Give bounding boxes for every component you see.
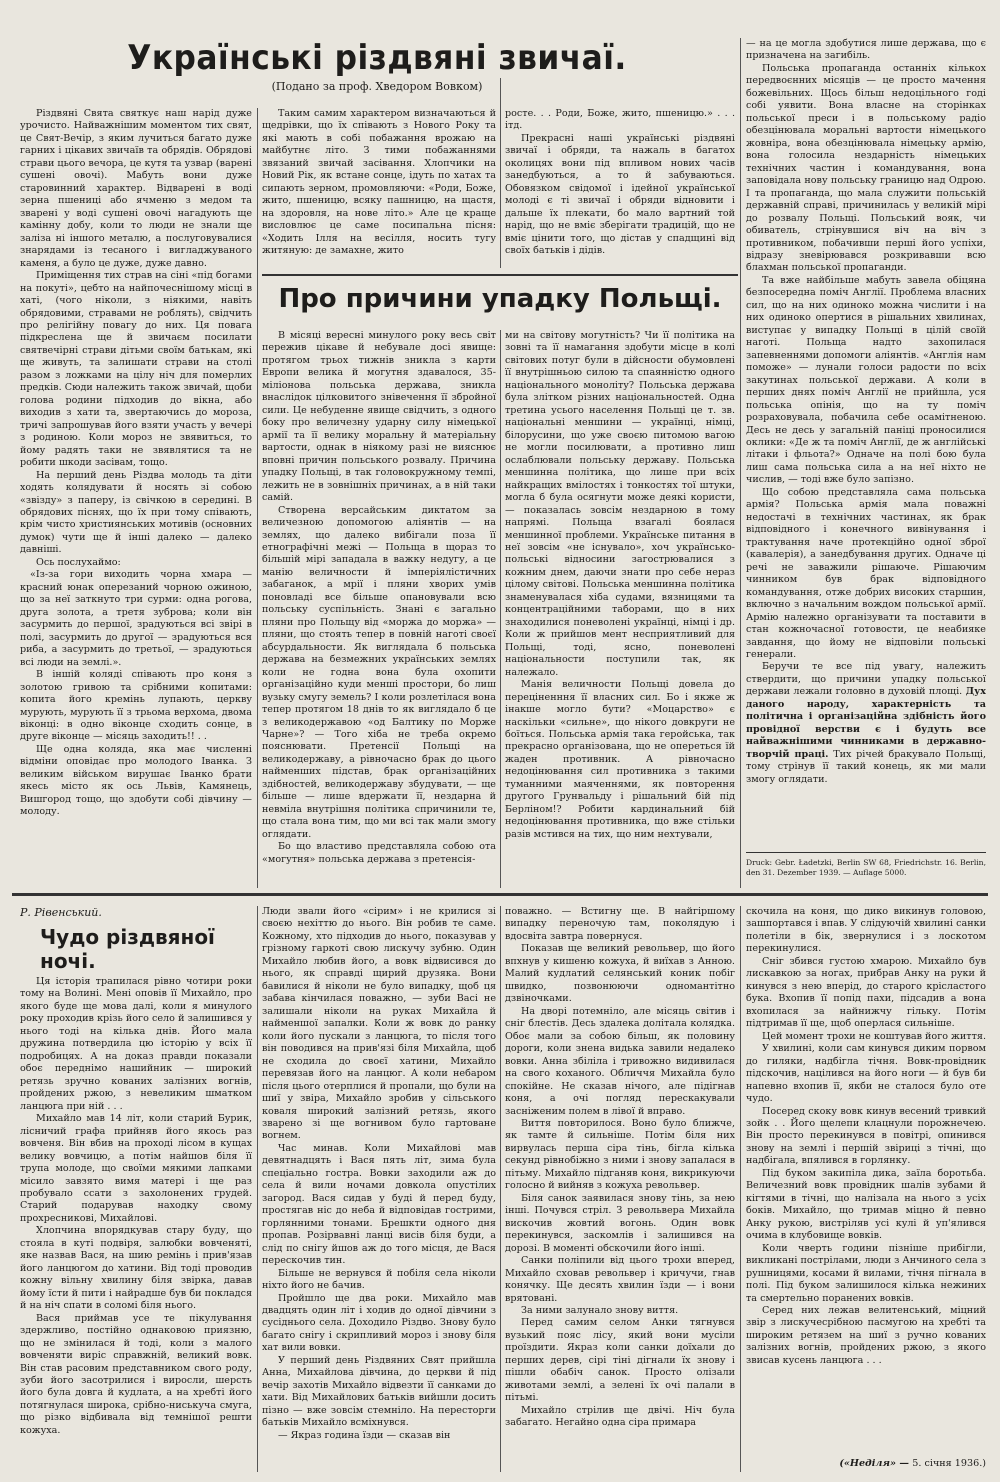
paragraph: Ще одна коляда, яка має численні відміни оповідає про молодого Іванка. З великим військом вирушає Іванко брати якесь місто як ось Львів, Камянець, Вишгород тощо, що здобути собі дівчину — молоду. <box>20 743 252 818</box>
paragraph: росте. . . Роди, Боже, жито, пшеницю.» . . . ітд. <box>505 108 735 132</box>
paragraph: Прекрасні наші українські різдвяні звичаї і обряди, та нажаль в багатох околицях вони під впливом нових часів занедбуються, а то й забуваються. Обовязком свідомої і ідейної української молоді є ті звичаї і обряди відновити і дальше їх плекати, бо мало вартний той нарід, що не вміє зберігати традицій, що не вміє цінити того, що дістав у спадщині від своїх батьків і дідів. <box>505 132 735 257</box>
article3-header <box>20 906 252 972</box>
article2-col1 <box>262 330 496 888</box>
paragraph: Показав ще великий револьвер, що його впхнув у кишеню кожуха, й виїхав з Анною. Малий кудлатий селянський коник побіг швидко, позвонюючи одномантітно дзвіночками. <box>505 943 735 1005</box>
paragraph: Приміщення тих страв на сіні «під богами на покуті», цебто на найпочеснішому місці в хаті, (чого ніколи, з ніякими, навіть обрядовими, стравами не роблять), свідчить про релігійну повагу до них. Ця повага підкреслена ще й звичаєм посилати святвечірні страви дітьми своїм батькам, які ще живуть, та залишати страви на столі разом з ложками на цілу ніч для померлих предків. Сюди належить також звичай, щоби голова родини підходив до вікна, або виходив з хати та, звертаючись до мороза, тричі запрошував його взяти участь у вечері з родиною. Коли мороз не звявиться, то йому радять таки не звявлятися та не робити шкоди засівам, тощо. <box>20 270 252 469</box>
paragraph: Ця історія трапилася рівно чотири роки тому на Волині. Мені оповів її Михайло, про якого буде ще мова далі, коли я минулого року проходив крізь його село й залишився у нього тоді на кілька днів. Його мала дружина потвердила цю історію у всіх її подробицях. А на доказ правди показали обоє переднімо нашийник — широкий ретязь зручно кованих залізних вогнів, пройдених ржою, з невеликим шматком ланцюга при ній . . . <box>20 976 252 1112</box>
paragraph: За ними залунало знову виття. <box>521 1305 679 1316</box>
paragraph: Ось послухаймо: <box>36 556 121 568</box>
column-rule <box>257 108 258 888</box>
imprint-rule <box>746 852 986 853</box>
paragraph: У хвилині, коли сам кинувся диким порвом до гиляки, надбігла тічня. Вовк-провідник підскочив, націлився на його ноги — й був би напевно вхопив її, якби не сталося було оте чудо. <box>746 1043 986 1105</box>
paragraph: Хлопчина впорядкував стару буду, що стояла в куті подвіря, залюбки вовченяті, яке назвав Вася, на шию ремінь і прив'язав його ланцюгом до хатини. Від тоді проводив кожну вільну хвилину біля звірка, давав йому їсти й пити і найрадше був би покладся й на ніч спати в соломі біля нього. <box>20 1225 252 1312</box>
article2-title: Про причини упадку Польщі. <box>278 284 722 314</box>
paragraph: — на це могла здобутися лише держава, що є призначена на загибіль. <box>746 38 986 62</box>
paragraph: Санки поліпили від цього трохи вперед, Михайло сховав револьвер і кричучи, гнав конячку. Ще десять хвилин їзди — і вони врятовані. <box>505 1255 735 1304</box>
article2-top-rule <box>262 274 738 276</box>
column-rule <box>740 38 741 888</box>
paragraph: Вася приймав усе те пікулування здержливо, постійно однаковою приязню, що не змінилася й тоді, коли з малого вовченяти виріс справжній, великий вовк. Він став расовим представником свого роду, зуби його засотрилися і виросли, шерсть його була довга й кудлата, а на хребті його потягнулася широка, срібно-ниськуча смуга, що різко відбивала від темнішої решти кожуха. <box>20 1312 252 1436</box>
paragraph: Бо що властиво представляла собою ота «могутня» польська держава з претенсія- <box>262 841 496 865</box>
paragraph: Різдвяні Свята святкує наш нарід дуже урочисто. Найважнішим моментом тих свят, це Свят-Вечір, з яким лучиться багато дуже гарних і цікавих звичаїв та обрядів. Обрядові страви цього вечора, це кутя та узвар (варені сушені овочі). Мабуть вони дуже старовинний характер. Відварені в воді зерна пшениці або ячменю з медом та зварені у воді сушені овочі нагадують ще камінну добу, коли то люди не знали ще заліза ні іншого металю, а послуговувалися знарядами із тесаного і вигладжуваного каменя, а було це дуже, дуже давно. <box>20 108 252 269</box>
paragraph: Біля санок заявилася знову тінь, за нею інші. Почувся стріл. З револьвера Михайла вискочив жовтий вогонь. Один вовк перекинувся, заскомлів і залишився на дорозі. В моменті обскочили його інші. <box>505 1192 735 1254</box>
paragraph: поважно. — Встигну ще. В найгіршому випадку переночую там, поколядую і вдосвіта завтра повернуся. <box>505 906 735 942</box>
column-rule <box>257 906 258 1472</box>
paragraph: Манія величности Польщі довела до переціненння її власних сил. Бо і якже ж інакше могло бути? «Моцарство» є наскільки «сильне», що нікого довкруги не боїться. Польська армія така геройська, так прекрасно організована, що не опереться їй жаден противник. А рівночасно недоцінювання сил противника з такими туманними маяченнями, як повторення другого Грунвальду і рішальний бій під Берліном!? Робити кардинальний бій недоцінювання противника, що вже стільки разів мстився на тих, що ним нехтували, <box>505 679 735 840</box>
paragraph: скочила на коня, що дико викинув головою, зашпортався і впав. У слідуючій хвилині санки полетіли в бік, звернулися і з лоскотом перекинулися. <box>746 906 986 955</box>
paragraph: Сніг збився густою хмарою. Михайло був лискавкою за ногах, прибрав Анку на руки й кинувся з нею вперід, до старого крісластого бука. Вхопив її попід пахи, підсадив а вона вхопилася за найнижчу гільку. Потім підтримав її ще, щоб оперлася сильніше. <box>746 955 986 1030</box>
paragraph: Михайло мав 14 літ, коли старий Бурик, лісничий графа прийняв його якось раз вовченя. Він вбив на проході лісом в кущах велику вовчицю, а потім найшов біля її трупа молоде, що своїми мякими лапками місило завзято вимя матері і ще раз пробувало ссати з захолонених грудей. Старий подарував находку свому прохресникові, Михайлові. <box>20 1113 252 1224</box>
paragraph: У перший день Різдвяних Свят прийшла Анна, Михайлова дівчина, до церкви й під вечір захотів Михайло відвезти її санками до хати. Від Михайлових батьків вийшли досить пізно — вже зовсім стемніло. На пересторги батьків Михайло всміхнувся. <box>262 1354 496 1429</box>
article1-col3 <box>505 108 735 268</box>
paragraph: Та вже найбільше мабуть завела обіцяна безпосередна поміч Англії. Проблема власних сил, що на них одиноко можна числити і на них одиноко опертися в рішальних хвилинах, виступає у випадку Польщі в цілій своїй наготі. Польща надто захопилася запевненнями допомоги аліянтів. «Англія нам поможе» — лунали голоси радости по всіх закутинах польської держави. А коли в перших днях поміч Англії не прийшла, уся польська опінія, що на ту поміч розраховувала, побачила себе осамітненою. Десь не десь у загальній паніці проносилися оклики: «Де ж та поміч Англії, де ж англійські літаки і фльота?» Одначе на полі бою була лиш сама польська сила а на неї ніхто не числив, — тоді вже було запізно. <box>746 274 986 486</box>
column-rule <box>500 330 501 888</box>
article1-byline: (Подано за проф. Хведором Вовком) <box>271 80 483 93</box>
paragraph: Польська пропаганда останніх кількох передвоєнних місяців — це просто мачення божевільних. Щось більш недоцільного годі собі уявити. Вона власне на сторінках польської преси і в польському радіо обезцінювала моральні вартости німецького жовніра, вона обезцінювала німецьку армію, вона голосила нездарність німецьких технічних частин і командування, вона заповідала нову польську границю над Одрою. І та пропаганда, що мала служити польській державній справі, причинилась у великій мірі до розвалу Польщі. Польський вояк, чи обиватель, стрінувшися віч на віч з противником, побачивши перші його успіхи, відразу зневірювався розкривавши всю блахман польської пропаганди. <box>746 62 986 274</box>
paragraph: Серед них лежав велитенський, міцний звір з лискучесрібною пасмугою на хребті та широким ретязем на шиї з ручно кованих залізних вогнів, пройдених ржою, з якого звисав кусень ланцюга . . . <box>746 1305 986 1366</box>
paragraph: Пройшло ще два роки. Михайло мав двадцять один літ і ходив до одної дівчини з сусіднього села. Доходило Різдво. Знову було багато снігу і скрипливий мороз і знову біля хат вили вовки. <box>262 1292 496 1354</box>
article2-col3 <box>746 38 986 846</box>
article3-col4 <box>746 906 986 1454</box>
column-rule <box>500 78 501 268</box>
paragraph: Більше не вернувся й побіля села ніколи ніхто його не бачив. <box>262 1267 496 1292</box>
paragraph: Час минав. Коли Михайлові мав девятнадцять і Вася пять літ, зима була спеціально гостра. Вовки заходили аж до села й вили ночами довкола опустілих загород. Вася сидав у буді й перед буду, простягав ніс до неба й відповідав гострими, горлянними тонами. Брешкти одного дня пропав. Розірвавні ланці висів біля буди, а слід по снігу йшов аж до того місця, де Вася перескочив тин. <box>262 1142 496 1267</box>
paragraph: Перед самим селом Анки тягнувся вузький пояс лісу, який вони мусіли проїздити. Якраз коли санки доїхали до перших дерев, сірі тіні дігнали їх знову і пішли обабіч санок. Просто олізали животами землі, а зелені їх очі палали в пітьмі. <box>505 1317 735 1404</box>
paragraph: Михайло стрілив ще двічі. Ніч була забагато. Негайно одна сіра примара <box>505 1404 735 1429</box>
paragraph: «Із-за гори виходить чорна хмара — красний юнак оперезаний чорною ожиною, що за неї заткнуто три сурми: одна рогова, друга золота, а третя зуброва; коли він засурмить до першої, зрадуються всі звірі в полі, засурмить до другої — зрадуються вся риба, а засурмить до третьої, — зрадуються всі люди на землі.». <box>20 569 252 668</box>
article3-title: Чудо різдвяної ночі. <box>40 925 215 972</box>
article2-col2 <box>505 330 735 888</box>
paragraph: Люди звали його «сірим» і не крилися зі своєю нехіттю до нього. Він робив те саме. Кожному, хто підходив до нього, показував у грізному гаркоті свою лискучу зубню. Один Михайло любив його, а вовк відвисився до нього, як справді щирий друзяка. Вони бавилися й ніколи не було випадку, щоб ця забава кінчилася поважно, — зуби Васі не залишали ніколи на руках Михайла й найменшої запалки. Коли ж вовк до ранку коли його пускали з ланцюга, то після того він поводився на прив'язі біля Михайла, щоб не сходила до своєї хатини, Михайло перевязав його на ланцюг. А коли небаром після цього отерплися й пропали, що були на шиї у звіра, Михайло зробив у сільського коваля широкий залізний ретязь, якого зварено зі ще вогнивом було гартоване вогнем. <box>262 906 496 1142</box>
paragraph: Виття повторилося. Воно було ближче, як тамте й сильніше. Потім біля них вирвулась перша сіра тінь, бігла кілька секунд рівнобіжно з ними і знову запалася в пітьму. Михайло підганяв коня, викрикуючи голосно й вийняв з кожуха револьвер. <box>505 1117 735 1192</box>
article1-col1 <box>20 108 252 888</box>
page-divider <box>12 893 988 896</box>
article1-title: Українські різдвяні звичаї. <box>127 38 627 78</box>
emphasis-text: Дух даного народу, характерність та політична і організаційна здібність його провідної верстви є і будуть все найважнішими чинниками в державно-творчій праці. <box>746 686 986 760</box>
ending-text: Тих річей бракувало Польщі, тому стрінув її такий конець, як ми мали змогу оглядати. <box>746 748 986 785</box>
paragraph: Створена версайським диктатом за величезною допомогою аліянтів — на землях, що далеко вибігали поза її етнографічні межі — Польща в щораз то більшій мірі западала в важку недугу, а це манію величности й імперіялістичних забаганок, а мрії і пляни хворих умів поновладі все більше опановували всю польську суспільність. Знані є загально пляни про Польщу від «моржа до моржа» — пляни, що стоять тепер в повній наготі своєї абсурдальности. Як виглядала б польська держава на безмежних українських землях коли не годна вона була охопити організаційно куди менші простори, бо лиш вузьку смугу земель? І коли розлетілася вона тепер протягом 18 днів то як виглядало б це з великодержавою «од Балтику по Морже Чарне»? — Того хіба не треба окремо пояснювати. Претенсії Польщі на великодержаву, а рівночасно брак до цього найменших підстав, брак організаційних здібностей, великодержаву збудувати, — ще більше — лише вдержати її, нездарна й невміла внутрішня політика спричинили те, що стала вона тим, що ми всі так мали змогу оглядати. <box>262 504 496 840</box>
paragraph: — Якраз година їзди — сказав він <box>278 1429 451 1441</box>
article1-col2 <box>262 108 496 268</box>
article1-header <box>12 38 742 102</box>
paragraph: Посеред скоку вовк кинув весений тривкий зойк . . Його щелепи клацнули порожнечею. Він просто перекинувся в повітрі, опинився знову на землі і першій звіриці з тічні, що надбігала, впялився в горлянку. <box>746 1105 986 1167</box>
paragraph: В місяці вересні минулого року весь світ пережив цікаве й небувале досі явище: протягом трьох тижнів зникла з карти Европи велика й могутня здавалося, 35-міліонова польська держава, зникла внаслідок цілковитого знівечення її збройної сили. Це небуденне явище свідчить, з одного боку про величезну ударну силу німецької армії та її велику моральну й матеріальну вартости, однак в ніякому разі не вияснює вповні причин польського розвалу. Причина упадку Польщі, в так головокружному темпі, лежить не в зовнішніх причинах, а в ній таки самій. <box>262 330 496 504</box>
article3-source <box>746 1458 986 1474</box>
article3-author: Р. Рівенський. <box>20 906 102 919</box>
paragraph: На перший день Різдва молодь та діти ходять колядувати й носять зі собою «звізду» з паперу, із свічкою в середині. В обрядових піснях, що їх при тому співають, крім чисто християнських мотивів (основних думок) чути ще й інші далеко — далеко давніші. <box>20 469 252 556</box>
paragraph: Таким самим характером визначаються й щедрівки, що їх співають з Нового Року та які мають в собі побажання врожаю на майбутнє літо. З тими побажаннями звязаний звичай засівання. Хлопчики на Новий Рік, як встане сонце, ідуть по хатах та сипають зерном, промовляючи: «Роди, Боже, жито, пшеницю, всяку пашницю, на щастя, на здоровля, на нове літо.» Але це краще висловлює це саме посипальна пісня: «Ходить Ілля на весілля, носить тугу житяную: де замахне, жито <box>262 108 496 257</box>
paragraph: На дворі потемніло, але місяць світив і сніг блестів. Десь здалека долітала колядка. Обоє мали за собою більш, як половину дороги, коли знена видька завили недалеко вовки. Анна збіліла і тривожно видивилася на свого коханого. Обличчя Михайла було спокійне. Не сказав нічого, але підігнав коня, а очі погляд перескакували засніженим полем в лівої й вправо. <box>505 1005 735 1117</box>
paragraph: Що собою представляла сама польська армія? Польська армія мала поважні недостачі в технічних частинах, як брак відповідного і конечного вивінування і трактування наче протекційно одної зброї (кавалерія), а занедбування других. Одначе ці речі не заважили рішаюче. Рішаючим чинником був брак відповідного командування, отже добрих високих старшин, включно з начальним вождом польської армії. Армію належно організувати та поставити в стан кожночасної готовости, це неабияке завдання, що йому не відповіли польські генерали. <box>746 486 986 660</box>
paragraph: Цей момент трохи не коштував його життя. <box>762 1030 986 1042</box>
paragraph: В іншій коляді співають про коня з золотою гривою та срібними копитами: копита його кремінь лупають, церкву мурують, мурують її з трьома верхома, двома віконці: в одно віконце сходить сонце, в друге віконце — місяць заходить!! . . <box>20 669 252 743</box>
article2-header <box>262 284 738 324</box>
article3-col2 <box>262 906 496 1472</box>
column-rule <box>740 906 741 1472</box>
paragraph: Коли чверть години пізніше прибігли, викликані пострілами, люди з Анчиного села з рушницями, косами й вилами, тічня пігнала в полі. Під буком залишилося кілька нежиних та смертельно поранених вовків. <box>746 1242 986 1304</box>
paragraph: Під буком закипіла дика, заїла боротьба. Величезний вовк провідник шалів зубами й кігтями в тічні, що налізала на нього з усіх боків. Михайло, що тримав міцно й певно Анку рукою, вистріляв усі кулі й уп'ялився очима в клубовище вовків. <box>746 1167 986 1242</box>
paragraph: ми на світову могутність? Чи її політика на зовні та її намагання здобути місце в колі світових потуг були в дійсности обумовлені її внутрішньою силою та спаянністю одного національного моноліту? Польська держава була злітком різних національностей. Одна третина усього населення Польщі це т. зв. національні меншини — українці, німці, білорусини, що уже своєю питомою вагою не могли посилювати, а противно лиш ослаблювали польську державу. Польська меншинна політика, що лише при всіх найкращих вмілостях і тонкостях тої штуки, могла б була осягнути може деякі користи, — показалась зовсім нездарною в тому напрямі. Польща взагалі боялася меншинної проблеми. Українське питання в неї зовсім «не існувало», хоч українсько-польські відносини загострювалися з кожним днем, даючи знати про себе нераз цілому світові. Польська меншинна політика знаменувалася хіба судами, вязницями та концентраційними таборами, що в них знаходилися поневолені українці, німці і др. Коли ж прийшов мент несприятливий для Польщі, тоді, ясно, поневолені національности поступили так, як належало. <box>505 330 735 678</box>
source-name: («Неділя» — <box>839 1458 913 1469</box>
paragraph <box>746 661 986 786</box>
article3-col3 <box>505 906 735 1472</box>
source-date: 5. січня 1936.) <box>912 1458 986 1469</box>
column-rule <box>500 906 501 1472</box>
imprint: Druck: Gebr. Ładetzki, Berlin SW 68, Friedrichstr. 16. Berlin, den 31. Dezember 1939. — Auflage 5000. <box>746 858 986 877</box>
article3-col1 <box>20 976 252 1472</box>
paragraph-text: Беручи те все під увагу, належить ствердити, що причини упадку польської держави лежали головно в духовій площі. <box>746 661 986 698</box>
